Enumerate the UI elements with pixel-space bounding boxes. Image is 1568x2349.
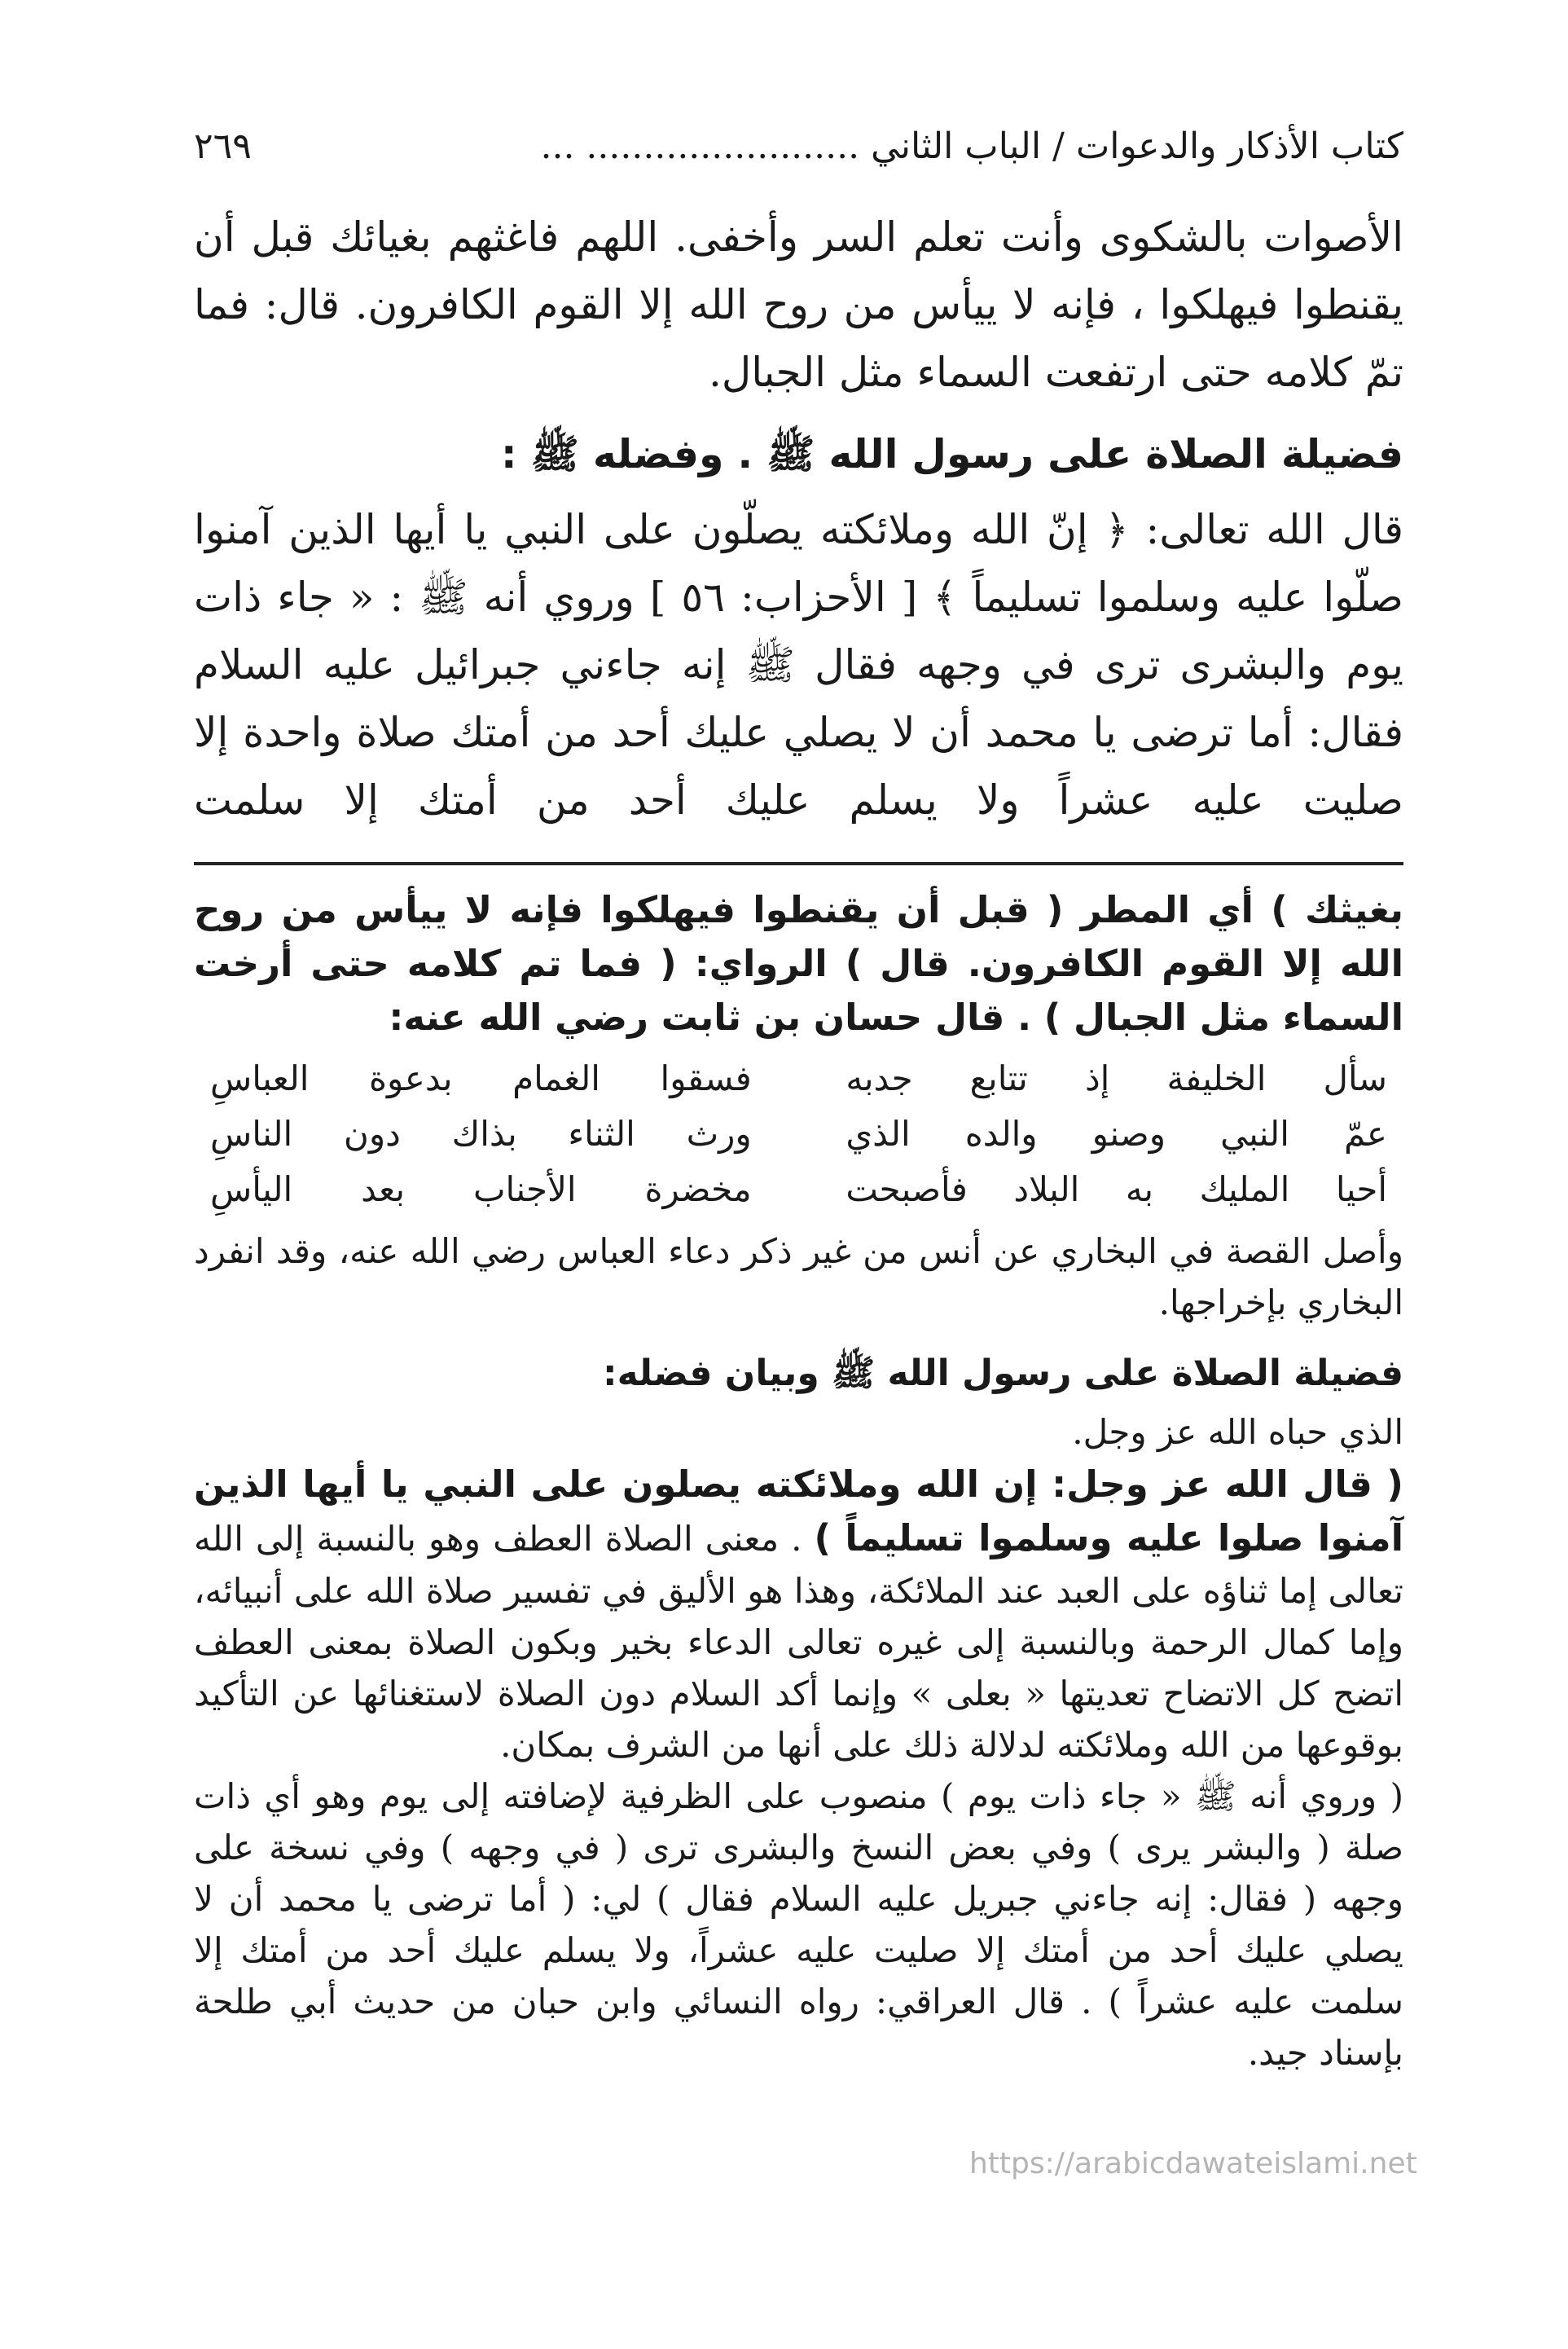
main-paragraph-1: الأصوات بالشكوى وأنت تعلم السر وأخفى. اللهم فاغثهم بغيائك قبل أن يقنطوا فيهلكوا ، فإنه لا ييأس من روح الله إلا القوم الكافرون. قال: فما تمّ كلامه حتى ارتفعت السماء مثل الجبال. bbox=[194, 213, 1403, 396]
poem-hemistich-right: عمّ النبي وصنو والده الذي bbox=[845, 1114, 1387, 1154]
main-paragraph-2: قال الله تعالى: ﴿ إنّ الله وملائكته يصلّون على النبي يا أيها الذين آمنوا صلّوا عليه وسلموا تسليماً ﴾ [ الأحزاب: ٥٦ ] وروي أنه ﷺ : « جاء ذات يوم والبشرى ترى في وجهه فقال ﷺ إنه جاءني جبرائيل عليه السلام فقال: أما ترضى يا محمد أن لا يصلي عليك أحد من أمتك صلاة واحدة إلا صليت عليه عشراً ولا يسلم عليك أحد من أمتك إلا سلمت bbox=[194, 506, 1403, 824]
footnote-divider bbox=[194, 862, 1403, 865]
poem-verse bbox=[210, 1051, 1387, 1106]
poem-hemistich-left: ورث الثناء بذاك دون الناسِ bbox=[210, 1114, 752, 1154]
commentary-paragraph-5: ( وروي أنه ﷺ « جاء ذات يوم ) منصوب على الظرفية لإضافته إلى يوم وهو أي ذات صلة ( والبشر يرى ) وفي بعض النسخ والبشرى ترى ( في وجهه ) وفي نسخة على وجهه ( فقال: إنه جاءني جبريل عليه السلام فقال ) لي: ( أما ترضى يا محمد أن لا يصلي عليك أحد من أمتك إلا صليت عليه عشراً، ولا يسلم عليك أحد من أمتك إلا سلمت عليه عشراً ) . قال العراقي: رواه النسائي وابن حبان من حديث أبي طلحة بإسناد جيد. bbox=[194, 1776, 1403, 2073]
commentary-paragraph-4 bbox=[194, 1458, 1403, 1771]
poem bbox=[194, 1051, 1403, 1217]
poem-hemistich-right: أحيا المليك به البلاد فأصبحت bbox=[845, 1169, 1387, 1209]
poem-verse bbox=[210, 1106, 1387, 1162]
commentary-heading: فضيلة الصلاة على رسول الله ﷺ وبيان فضله: bbox=[603, 1353, 1403, 1394]
verse-explanation: . معنى الصلاة العطف وهو بالنسبة إلى الله تعالى إما ثناؤه على العبد عند الملائكة، وهذا هو الأليق في تفسير صلاة الله على أنبيائه، وإما كمال الرحمة وبالنسبة إلى غيره تعالى الدعاء بخير وبكون الصلاة بمعنى العطف اتضح كل الاتضاح تعديتها « بعلى » وإنما أكد السلام دون الصلاة لاستغنائها عن التأكيد بوقوعها من الله وملائكته لدلالة ذلك على أنها من الشرف بمكان. bbox=[194, 1519, 1403, 1765]
commentary bbox=[194, 883, 1403, 2078]
page-number: ٢٦٩ bbox=[194, 125, 252, 167]
section-heading: فضيلة الصلاة على رسول الله ﷺ . وفضله ﷺ : bbox=[501, 431, 1403, 477]
header-title: كتاب الأذكار والدعوات / الباب الثاني ........................ ... bbox=[540, 125, 1403, 167]
running-header bbox=[194, 122, 1403, 171]
book-page bbox=[194, 122, 1403, 2078]
quoted-verse: ( قال الله عز وجل: إن الله وملائكته يصلون على النبي يا أيها الذين آمنوا صلوا عليه وسلموا تسليماً ) bbox=[194, 1463, 1403, 1559]
commentary-paragraph-1: بغيثك ) أي المطر ( قبل أن يقنطوا فيهلكوا فإنه لا ييأس من روح الله إلا القوم الكافرون. قال ) الرواي: ( فما تم كلامه حتى أرخت السماء مثل الجبال ) . قال حسان بن ثابت رضي الله عنه: bbox=[194, 888, 1403, 1039]
main-text bbox=[194, 204, 1403, 834]
commentary-paragraph-2: وأصل القصة في البخاري عن أنس من غير ذكر دعاء العباس رضي الله عنه، وقد انفرد البخاري بإخراجها. bbox=[194, 1231, 1403, 1322]
poem-hemistich-left: فسقوا الغمام بدعوة العباسِ bbox=[210, 1058, 752, 1098]
poem-hemistich-left: مخضرة الأجناب بعد اليأسِ bbox=[210, 1169, 752, 1209]
poem-hemistich-right: سأل الخليفة إذ تتابع جدبه bbox=[845, 1058, 1387, 1098]
watermark-url: https://arabicdawateislami.net bbox=[969, 2147, 1417, 2180]
poem-verse bbox=[210, 1162, 1387, 1217]
commentary-paragraph-3: الذي حباه الله عز وجل. bbox=[1072, 1412, 1403, 1452]
